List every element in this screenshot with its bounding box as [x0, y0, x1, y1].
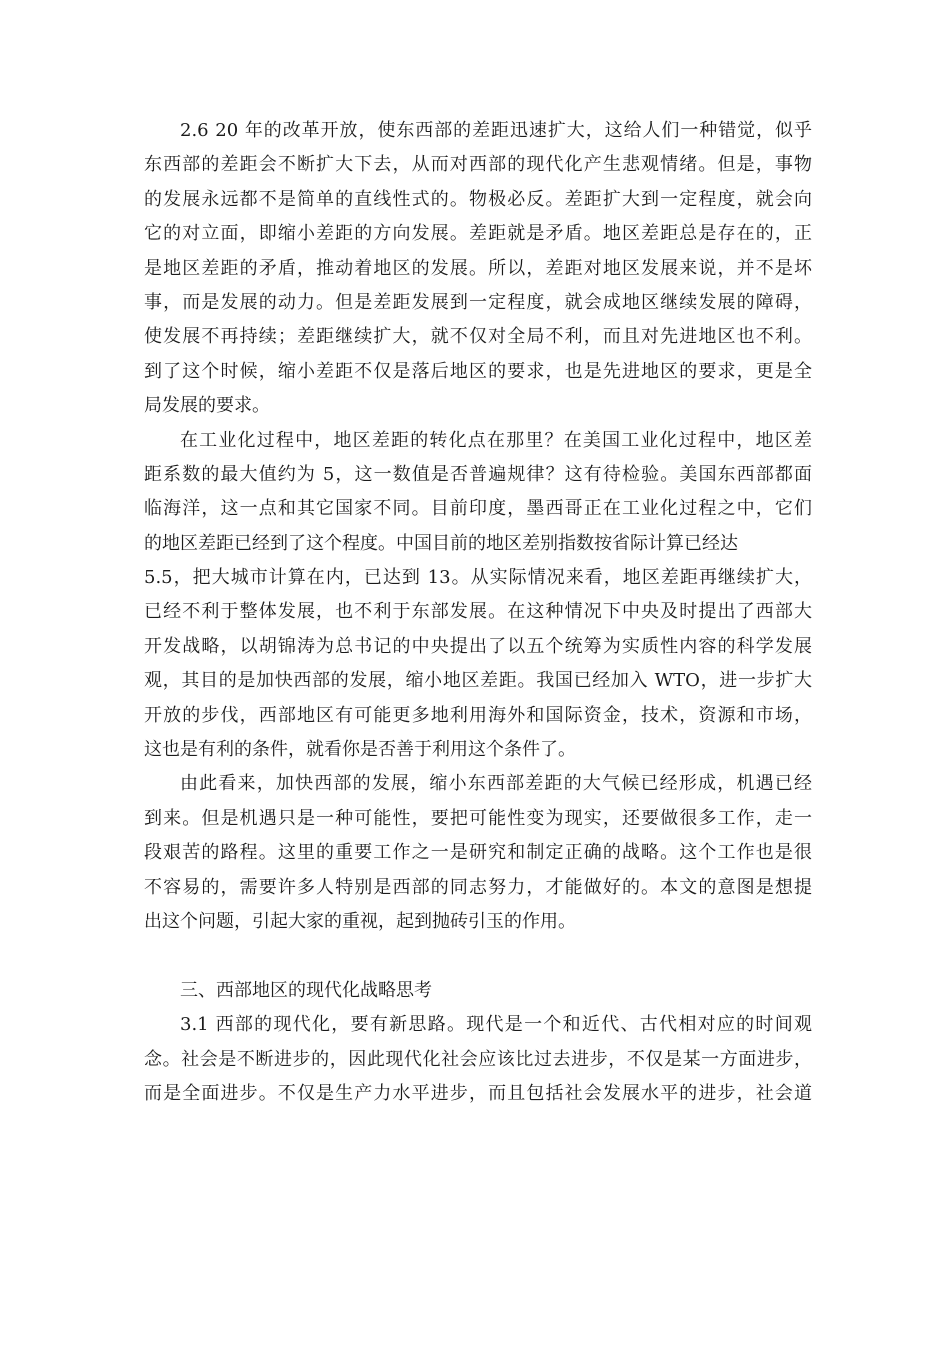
text-line: 事，而是发展的动力。但是差距发展到一定程度，就会成地区继续发展的障碍， [144, 291, 812, 313]
text-line: 念。社会是不断进步的，因此现代化社会应该比过去进步，不仅是某一方面进步， [144, 1048, 812, 1070]
text-line: 2.6 20 年的改革开放，使东西部的差距迅速扩大，这给人们一种错觉，似乎 [180, 120, 812, 141]
text-line: 的发展永远都不是简单的直线性式的。物极必反。差距扩大到一定程度，就会向 [144, 188, 812, 210]
paragraph-3-1 [144, 1008, 812, 1111]
text-line: 东西部的差距会不断扩大下去，从而对西部的现代化产生悲观情绪。但是，事物 [144, 154, 812, 176]
paragraph-2-6 [144, 114, 812, 424]
text-line: 的地区差距已经到了这个程度。中国目前的地区差别指数按省际计算已经达 [144, 532, 738, 554]
document-page [144, 114, 812, 1111]
text-line: 到来。但是机遇只是一种可能性，要把可能性变为现实，还要做很多工作，走一 [144, 807, 812, 829]
text-line: 由此看来，加快西部的发展，缩小东西部差距的大气候已经形成，机遇已经 [180, 773, 812, 795]
text-line: 开放的步伐，西部地区有可能更多地利用海外和国际资金，技术，资源和市场， [144, 704, 812, 726]
text-line: 5.5，把大城市计算在内，已达到 13。从实际情况来看，地区差距再继续扩大， [144, 567, 812, 589]
text-line: 到了这个时候，缩小差距不仅是落后地区的要求，也是先进地区的要求，更是全 [144, 360, 812, 382]
text-line: 段艰苦的路程。这里的重要工作之一是研究和制定正确的战略。这个工作也是很 [144, 842, 812, 864]
text-line: 局发展的要求。 [144, 395, 270, 417]
text-line: 不容易的，需要许多人特别是西部的同志努力，才能做好的。本文的意图是想提 [144, 876, 812, 898]
text-line: 使发展不再持续；差距继续扩大，就不仅对全局不利，而且对先进地区也不利。 [144, 326, 812, 348]
text-line: 观，其目的是加快西部的发展，缩小地区差距。我国已经加入 WTO，进一步扩大 [144, 670, 812, 692]
section-heading: 三、西部地区的现代化战略思考 [180, 979, 432, 1001]
text-line: 而是全面进步。不仅是生产力水平进步，而且包括社会发展水平的进步，社会道 [144, 1082, 812, 1104]
paragraph-industrialization [144, 424, 812, 768]
text-line: 临海洋，这一点和其它国家不同。目前印度，墨西哥正在工业化过程之中，它们 [144, 498, 812, 520]
text-line: 3.1 西部的现代化，要有新思路。现代是一个和近代、古代相对应的时间观 [180, 1014, 812, 1036]
text-line: 它的对立面，即缩小差距的方向发展。差距就是矛盾。地区差距总是存在的，正 [144, 223, 812, 245]
text-line: 距系数的最大值约为 5，这一数值是否普遍规律？这有待检验。美国东西部都面 [144, 463, 812, 485]
text-line: 在工业化过程中，地区差距的转化点在那里？在美国工业化过程中，地区差 [180, 429, 812, 451]
text-line: 出这个问题，引起大家的重视，起到抛砖引玉的作用。 [144, 910, 576, 932]
text-line: 是地区差距的矛盾，推动着地区的发展。所以，差距对地区发展来说，并不是坏 [144, 257, 812, 279]
text-line: 这也是有利的条件，就看你是否善于利用这个条件了。 [144, 739, 576, 761]
text-line: 开发战略，以胡锦涛为总书记的中央提出了以五个统筹为实质性内容的科学发展 [144, 635, 812, 657]
section-spacer [144, 939, 812, 973]
paragraph-conclusion [144, 767, 812, 939]
text-line: 已经不利于整体发展，也不利于东部发展。在这种情况下中央及时提出了西部大 [144, 601, 812, 623]
